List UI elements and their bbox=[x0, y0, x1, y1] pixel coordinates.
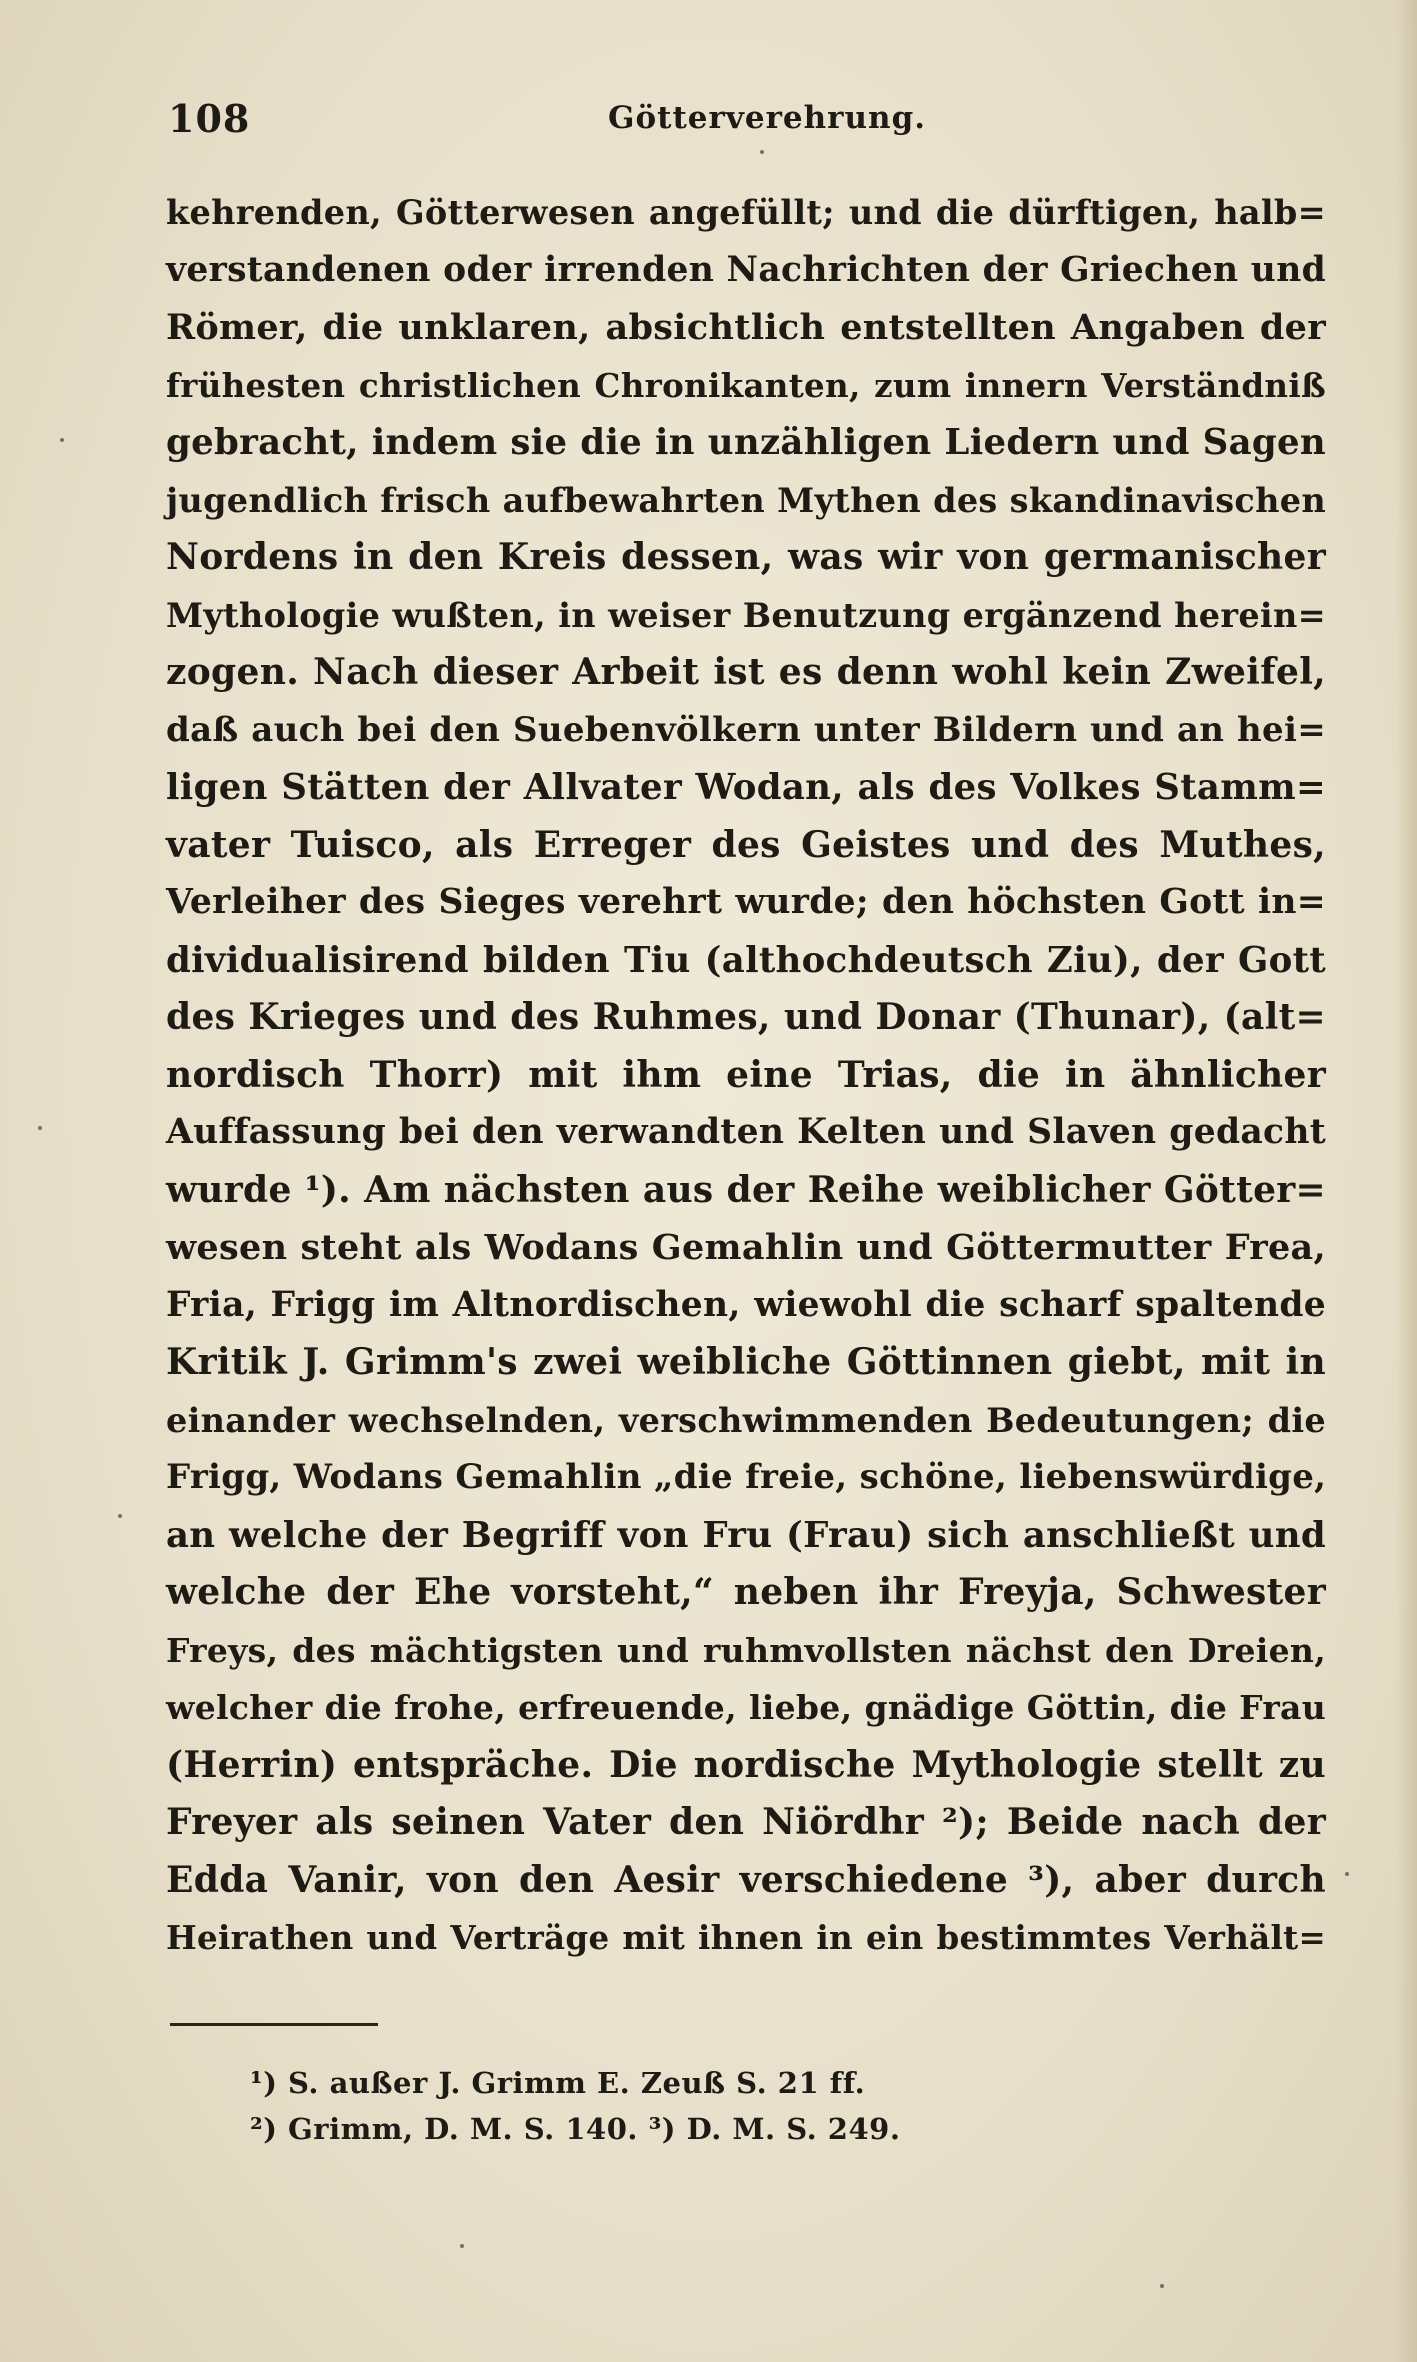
text-line: vater Tuisco, als Erreger des Geistes und des Muthes, bbox=[166, 823, 1326, 866]
text-line: Edda Vanir, von den Aesir verschiedene ³), aber durch bbox=[166, 1858, 1326, 1901]
text-line: ligen Stätten der Allvater Wodan, als des Volkes Stamm= bbox=[166, 767, 1326, 808]
text-line: Frigg, Wodans Gemahlin „die freie, schöne, liebenswürdige, bbox=[166, 1457, 1327, 1497]
text-line: einander wechselnden, verschwimmenden Bedeutungen; die bbox=[166, 1400, 1326, 1440]
text-line: Auffassung bei den verwandten Kelten und Slaven gedacht bbox=[166, 1112, 1326, 1152]
text-line: dividualisirend bilden Tiu (althochdeutsch Ziu), der Gott bbox=[166, 939, 1326, 981]
paper-speck bbox=[60, 438, 64, 442]
paper-speck bbox=[38, 1126, 42, 1130]
text-line: gebracht, indem sie die in unzähligen Liedern und Sagen bbox=[166, 422, 1326, 463]
text-line: welcher die frohe, erfreuende, liebe, gnädige Göttin, die Frau bbox=[166, 1688, 1326, 1727]
paper-speck bbox=[460, 2244, 464, 2248]
running-head: Götterverehrung. bbox=[608, 100, 927, 136]
paper-speck bbox=[1345, 1872, 1349, 1876]
text-line: Mythologie wußten, in weiser Benutzung ergänzend herein= bbox=[166, 595, 1326, 635]
text-line: Freys, des mächtigsten und ruhmvollsten nächst den Dreien, bbox=[166, 1630, 1326, 1670]
text-line: kehrenden, Götterwesen angefüllt; und die dürftigen, halb= bbox=[166, 193, 1326, 232]
text-line: zogen. Nach dieser Arbeit ist es denn wohl kein Zweifel, bbox=[166, 651, 1326, 693]
text-line: Fria, Frigg im Altnordischen, wiewohl die scharf spaltende bbox=[166, 1284, 1326, 1325]
page-header bbox=[168, 96, 1318, 156]
text-line: verstandenen oder irrenden Nachrichten der Griechen und bbox=[166, 249, 1326, 290]
text-line: Freyer als seinen Vater den Niördhr ²); Beide nach der bbox=[166, 1801, 1326, 1843]
text-line: an welche der Begriff von Fru (Frau) sich anschließt und bbox=[166, 1514, 1326, 1556]
text-line: wurde ¹). Am nächsten aus der Reihe weiblicher Götter= bbox=[166, 1168, 1326, 1211]
page-edge-shadow bbox=[1395, 0, 1417, 2362]
paper-speck bbox=[1160, 2284, 1164, 2288]
body-text bbox=[166, 184, 1326, 1967]
text-line: jugendlich frisch aufbewahrten Mythen des skandinavischen bbox=[166, 480, 1326, 520]
text-line: Römer, die unklaren, absichtlich entstellten Angaben der bbox=[166, 307, 1326, 348]
text-line: (Herrin) entspräche. Die nordische Mythologie stellt zu bbox=[166, 1743, 1326, 1786]
text-line: Kritik J. Grimm's zwei weibliche Göttinnen giebt, mit in bbox=[166, 1341, 1326, 1383]
text-line: Heirathen und Verträge mit ihnen in ein bestimmtes Verhält= bbox=[166, 1918, 1326, 1957]
text-line: welche der Ehe vorsteht,“ neben ihr Freyja, Schwester bbox=[166, 1571, 1326, 1613]
text-line: nordisch Thorr) mit ihm eine Trias, die in ähnlicher bbox=[166, 1053, 1326, 1096]
text-line: des Krieges und des Ruhmes, und Donar (Thunar), (alt= bbox=[166, 996, 1326, 1038]
footnotes bbox=[250, 2060, 1250, 2152]
footnote: ¹) S. außer J. Grimm E. Zeuß S. 21 ff. bbox=[250, 2066, 866, 2100]
paper-speck bbox=[760, 150, 764, 154]
footnote-divider bbox=[170, 2023, 378, 2026]
text-line: Verleiher des Sieges verehrt wurde; den höchsten Gott in= bbox=[166, 882, 1326, 922]
text-line: Nordens in den Kreis dessen, was wir von germanischer bbox=[166, 536, 1326, 578]
page-number: 108 bbox=[168, 96, 251, 141]
paper-speck bbox=[118, 1514, 122, 1518]
text-line: frühesten christlichen Chronikanten, zum innern Verständniß bbox=[166, 365, 1326, 405]
text-line: wesen steht als Wodans Gemahlin und Göttermutter Frea, bbox=[166, 1227, 1326, 1268]
text-line: daß auch bei den Suebenvölkern unter Bildern und an hei= bbox=[166, 709, 1326, 750]
footnote: ²) Grimm, D. M. S. 140. ³) D. M. S. 249. bbox=[250, 2112, 901, 2146]
